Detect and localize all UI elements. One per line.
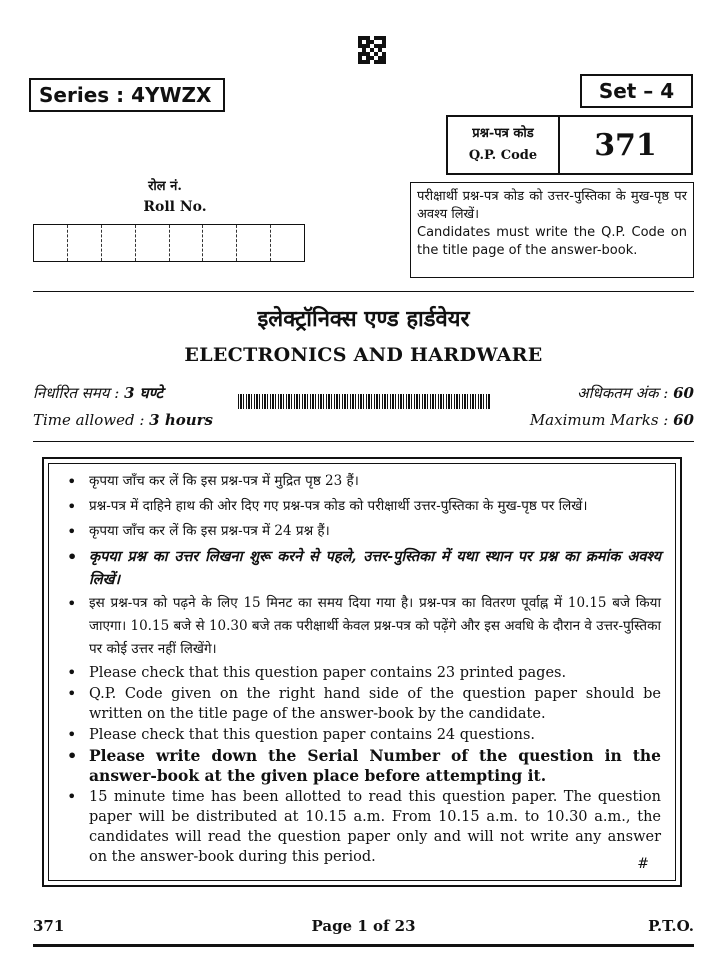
instructions-box — [42, 457, 682, 887]
roll-digit-box[interactable] — [271, 225, 304, 261]
instruction-item-english: • Please check that this question paper contains 24 questions. — [63, 725, 661, 745]
hash-mark: # — [637, 856, 649, 872]
set-box — [580, 74, 693, 108]
time-english-value: 3 hours — [149, 411, 213, 429]
time-allowed-hindi — [33, 383, 163, 403]
time-english-label: Time allowed : — [33, 411, 145, 429]
instruction-item-english: • Please check that this question paper contains 23 printed pages. — [63, 663, 661, 683]
series-box — [29, 78, 225, 112]
roll-no-label-english: Roll No. — [143, 199, 207, 215]
instruction-item-english: • Q.P. Code given on the right hand side of the question paper should be written on the title page of the answer-book by the candidate. — [63, 684, 661, 724]
roll-digit-box[interactable] — [136, 225, 170, 261]
qp-code-value: 371 — [594, 127, 657, 163]
max-marks-english — [530, 411, 694, 429]
qp-code-label — [448, 117, 560, 173]
roll-digit-box[interactable] — [203, 225, 237, 261]
roll-digit-box[interactable] — [102, 225, 136, 261]
qp-code-label-english: Q.P. Code — [468, 148, 538, 163]
instruction-item-hindi: • प्रश्न-पत्र में दाहिने हाथ की ओर दिए गए प्रश्न-पत्र कोड को परीक्षार्थी उत्तर-पुस्तिका के मुख-पृष्ठ पर लिखें। — [63, 495, 661, 518]
candidate-note-hindi: परीक्षार्थी प्रश्न-पत्र कोड को उत्तर-पुस्तिका के मुख-पृष्ठ पर अवश्य लिखें। — [417, 189, 687, 222]
footer-page-number: Page 1 of 23 — [311, 917, 416, 935]
roll-digit-box[interactable] — [68, 225, 102, 261]
marks-hindi-label: अधिकतम अंक : — [577, 384, 669, 402]
time-allowed-english — [33, 411, 213, 429]
marks-english-label: Maximum Marks : — [529, 411, 669, 429]
instructions-list — [63, 470, 661, 867]
barcode-icon — [238, 394, 490, 409]
instruction-item-english: • 15 minute time has been allotted to read this question paper. The question paper will be distributed at 10.15 a.m. From 10.15 a.m. to 10.30 a.m., the candidates will read the question paper only and will not write any answer on the answer-book during this period. — [63, 787, 661, 867]
roll-digit-box[interactable] — [237, 225, 271, 261]
footer-code: 371 — [33, 917, 65, 935]
instruction-item-hindi: • कृपया जाँच कर लें कि इस प्रश्न-पत्र में 24 प्रश्न हैं। — [63, 520, 661, 543]
instruction-item-hindi: • कृपया जाँच कर लें कि इस प्रश्न-पत्र में मुद्रित पृष्ठ 23 हैं। — [63, 470, 661, 493]
series-label: Series : 4YWZX — [39, 83, 212, 107]
instructions-inner-box — [48, 463, 676, 881]
instruction-item-english: • Please write down the Serial Number of the question in the answer-book at the given place before attempting it. — [63, 746, 661, 786]
instruction-item-hindi: • कृपया प्रश्न का उत्तर लिखना शुरू करने से पहले, उत्तर-पुस्तिका में यथा स्थान पर प्रश्न का क्रमांक अवश्य लिखें। — [63, 545, 661, 591]
marks-hindi-value: 60 — [673, 384, 694, 402]
time-hindi-value: 3 घण्टे — [124, 384, 164, 402]
subject-title-hindi: इलेक्ट्रॉनिक्स एण्ड हार्डवेयर — [257, 306, 470, 332]
set-label: Set – 4 — [598, 79, 675, 103]
max-marks-hindi — [577, 383, 694, 403]
top-divider — [33, 291, 694, 292]
marks-english-value: 60 — [673, 411, 694, 429]
qp-code-box — [446, 115, 693, 175]
qp-code-label-hindi: प्रश्न-पत्र कोड — [472, 126, 534, 141]
instruction-item-hindi: • इस प्रश्न-पत्र को पढ़ने के लिए 15 मिनट का समय दिया गया है। प्रश्न-पत्र का वितरण पूर्वाह्न में 10.15 बजे किया जाएगा। 10.15 बजे से 10.30 बजे तक परीक्षार्थी केवल प्रश्न-पत्र को पढ़ेंगे और इस अवधि के दौरान वे उत्तर-पुस्तिका पर कोई उत्तर नहीं लिखेंगे। — [63, 592, 661, 661]
roll-digit-box[interactable] — [34, 225, 68, 261]
candidate-note-box — [410, 182, 694, 278]
roll-no-boxes[interactable] — [33, 224, 305, 262]
footer-divider — [33, 944, 694, 947]
candidate-note-english: Candidates must write the Q.P. Code on the title page of the answer-book. — [417, 225, 687, 258]
time-hindi-label: निर्धारित समय : — [33, 384, 120, 402]
footer-pto: P.T.O. — [648, 917, 694, 935]
roll-no-label-hindi: रोल नं. — [148, 179, 182, 194]
roll-digit-box[interactable] — [170, 225, 204, 261]
meta-divider — [33, 441, 694, 442]
subject-title-english: ELECTRONICS AND HARDWARE — [184, 344, 543, 366]
qr-code-icon — [358, 36, 386, 64]
